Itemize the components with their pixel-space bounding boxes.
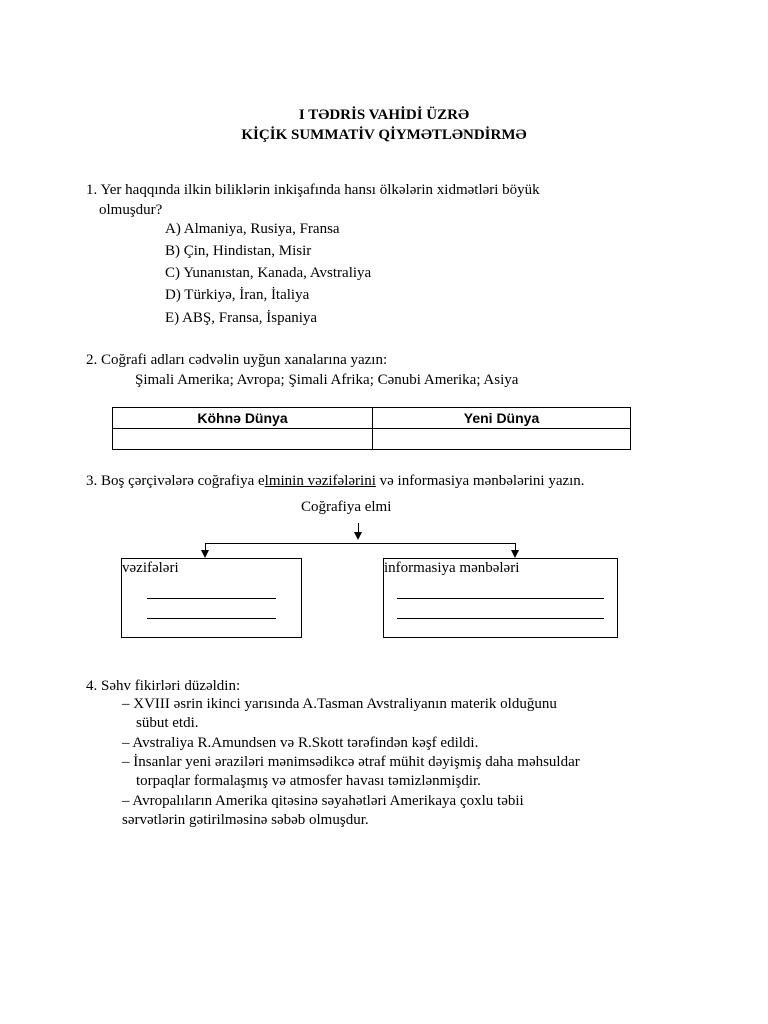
q2-prompt: 2. Coğrafi adları cədvəlin uyğun xanalarına yazın: — [86, 352, 388, 368]
q1-text-line-1: 1. Yer haqqında ilkin biliklərin inkişafında hansı ölkələrin xidmətləri böyük — [86, 182, 540, 198]
q1-option-c: C) Yunanıstan, Kanada, Avstraliya — [165, 265, 372, 281]
duties-box-label: vəzifələri — [122, 560, 179, 576]
old-world-header: Köhnə Dünya — [113, 408, 373, 429]
new-world-cell[interactable] — [373, 429, 631, 450]
q4-item-4-line-1: – Avropalıların Amerika qitəsinə səyahətləri Amerikaya çoxlu təbii — [122, 793, 524, 809]
q1-option-b: B) Çin, Hindistan, Misir — [165, 243, 312, 259]
q1-text-line-2: olmuşdur? — [99, 202, 163, 218]
title-line-2: KİÇİK SUMMATİV QİYMƏTLƏNDİRMƏ — [241, 127, 527, 143]
q4-prompt: 4. Səhv fikirləri düzəldin: — [86, 678, 241, 694]
q4-item-1-line-2: sübut etdi. — [136, 715, 199, 731]
diagram-root-label: Coğrafiya elmi — [301, 499, 392, 515]
q1-option-a: A) Almaniya, Rusiya, Fransa — [165, 221, 340, 237]
world-table — [112, 407, 631, 450]
new-world-header: Yeni Dünya — [373, 408, 631, 429]
left-arrow-icon — [201, 550, 209, 558]
q1-option-e: E) ABŞ, Fransa, İspaniya — [165, 310, 318, 326]
q4-item-2-line-1: – Avstraliya R.Amundsen və R.Skott tərəfindən kəşf edildi. — [122, 735, 479, 751]
q3-prompt-suffix: və informasiya mənbələrini yazın. — [375, 473, 585, 489]
q4-item-1-line-1: – XVIII əsrin ikinci yarısında A.Tasman Avstraliyanın materik olduğunu — [122, 696, 557, 712]
title-line-1: I TƏDRİS VAHİDİ ÜZRƏ — [298, 107, 470, 123]
root-arrow-icon — [354, 532, 362, 540]
sources-answer-line-1[interactable] — [397, 598, 604, 599]
q3-prompt-prefix: 3. Boş çərçivələrə coğrafiya e — [86, 473, 265, 489]
sources-box-label: informasiya mənbələri — [384, 560, 520, 576]
q3-prompt-underlined: lminin vəzifələrini — [264, 473, 376, 489]
right-arrow-icon — [511, 550, 519, 558]
connector-horizontal — [205, 543, 516, 544]
sources-answer-line-2[interactable] — [397, 618, 604, 619]
duties-answer-line-1[interactable] — [147, 598, 276, 599]
root-arrow-stem — [358, 523, 359, 533]
old-world-cell[interactable] — [113, 429, 373, 450]
q4-item-3-line-1: – İnsanlar yeni əraziləri mənimsədikcə ətraf mühit dəyişmiş daha məhsuldar — [122, 754, 580, 770]
q3-prompt — [86, 473, 585, 490]
q2-names-list: Şimali Amerika; Avropa; Şimali Afrika; Cənubi Amerika; Asiya — [135, 372, 519, 388]
q1-option-d: D) Türkiyə, İran, İtaliya — [165, 287, 310, 303]
duties-answer-line-2[interactable] — [147, 618, 276, 619]
q4-item-4-line-2: sərvətlərin gətirilməsinə səbəb olmuşdur. — [122, 812, 369, 828]
q4-item-3-line-2: torpaqlar formalaşmış və atmosfer havası təmizlənmişdir. — [136, 773, 481, 789]
